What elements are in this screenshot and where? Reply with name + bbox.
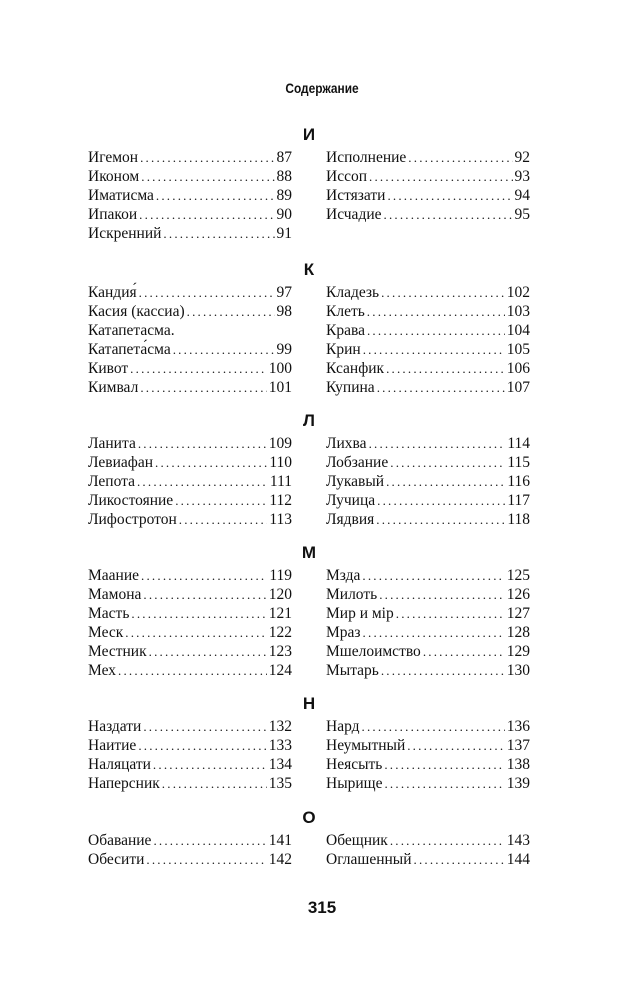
- toc-entry: [88, 378, 292, 397]
- dot-leader: [362, 717, 505, 736]
- entry-title: Левиафан: [88, 454, 153, 471]
- toc-column-left: [88, 434, 292, 529]
- entry-page: 114: [507, 435, 530, 452]
- entry-page: 124: [268, 662, 292, 679]
- toc-section: [88, 257, 530, 397]
- entry-title: Иматисма: [88, 187, 154, 204]
- entry-page: 94: [514, 187, 530, 204]
- entry-page: 143: [506, 832, 530, 849]
- entry-title: Касия (кассиа): [88, 303, 185, 320]
- toc-entry: [88, 302, 292, 321]
- entry-title: Исполнение: [326, 149, 407, 166]
- entry-title: Масть: [88, 605, 130, 622]
- entry-page: 91: [276, 225, 292, 242]
- dot-leader: [386, 359, 505, 378]
- entry-title: Мытарь: [326, 662, 379, 679]
- entry-page: 120: [268, 586, 292, 603]
- toc-entry: [326, 510, 530, 529]
- dot-leader: [187, 302, 275, 321]
- entry-title: Ликостояние: [88, 492, 174, 509]
- entry-page: 123: [268, 643, 292, 660]
- dot-leader: [153, 755, 267, 774]
- dot-leader: [367, 321, 505, 340]
- entry-title: Крин: [326, 341, 361, 358]
- dot-leader: [369, 167, 513, 186]
- dot-leader: [141, 566, 267, 585]
- dot-leader: [140, 148, 274, 167]
- toc-entry: [326, 604, 530, 623]
- entry-page: 135: [268, 775, 292, 792]
- dot-leader: [387, 186, 512, 205]
- entry-title: Купина: [326, 379, 375, 396]
- toc-entry: [88, 453, 292, 472]
- toc-entry: [326, 453, 530, 472]
- entry-page: 110: [269, 454, 292, 471]
- toc-column-left: [88, 566, 292, 680]
- entry-title: Обесити: [88, 851, 145, 868]
- toc-entry: [326, 434, 530, 453]
- dot-leader: [139, 205, 274, 224]
- entry-page: 142: [268, 851, 292, 868]
- dot-leader: [138, 736, 266, 755]
- toc-entry: [88, 510, 292, 529]
- entry-page: 128: [506, 624, 530, 641]
- entry-page: 87: [276, 149, 292, 166]
- entry-title: Обещник: [326, 832, 388, 849]
- entry-title: Нард: [326, 718, 360, 735]
- toc-entry: [88, 205, 292, 224]
- entry-title: Лучица: [326, 492, 376, 509]
- dot-leader: [367, 302, 505, 321]
- toc-column-left: [88, 831, 292, 869]
- entry-page: 95: [514, 206, 530, 223]
- entry-title: Ксанфик: [326, 360, 385, 377]
- section-letter: М: [301, 543, 317, 562]
- page-number: 315: [307, 898, 337, 917]
- entry-title: Лукавый: [326, 473, 385, 490]
- dot-leader: [363, 340, 505, 359]
- toc-column-right: [326, 148, 530, 243]
- toc-entry: [88, 736, 292, 755]
- toc-entry: [88, 585, 292, 604]
- entry-page: 136: [506, 718, 530, 735]
- entry-title: Кладезь: [326, 284, 380, 301]
- toc-entry: [326, 491, 530, 510]
- toc-entry: [326, 736, 530, 755]
- dot-leader: [143, 585, 266, 604]
- toc-section: [88, 122, 530, 243]
- dot-leader: [163, 224, 274, 243]
- section-letter: О: [302, 808, 316, 827]
- dot-leader: [390, 831, 505, 850]
- entry-page: 97: [276, 284, 292, 301]
- toc-entry: [326, 340, 530, 359]
- toc-column-right: [326, 283, 530, 397]
- toc-entry: [88, 774, 292, 793]
- entry-title: Клеть: [326, 303, 365, 320]
- section-letter: И: [302, 125, 316, 144]
- entry-page: 119: [269, 567, 292, 584]
- entry-page: 137: [506, 737, 530, 754]
- dot-leader: [156, 186, 275, 205]
- entry-title: Лифостротон: [88, 511, 177, 528]
- toc-entry: [326, 831, 530, 850]
- entry-page: 144: [506, 851, 530, 868]
- toc-entry: [88, 566, 292, 585]
- entry-title: Меск: [88, 624, 124, 641]
- dot-leader: [149, 642, 267, 661]
- section-letter: Л: [303, 411, 315, 430]
- toc-entry: [326, 378, 530, 397]
- toc-section: [88, 805, 530, 869]
- entry-page: 89: [276, 187, 292, 204]
- entry-page: 107: [506, 379, 530, 396]
- entry-title: Игемон: [88, 149, 139, 166]
- toc-column-right: [326, 717, 530, 793]
- entry-title: Крава: [326, 322, 365, 339]
- dot-leader: [408, 148, 512, 167]
- toc-column-right: [326, 434, 530, 529]
- toc-entry: [88, 148, 292, 167]
- entry-title: Лепота: [88, 473, 135, 490]
- toc-entry: [88, 831, 292, 850]
- dot-leader: [162, 774, 267, 793]
- entry-page: 101: [268, 379, 292, 396]
- dot-leader: [137, 472, 268, 491]
- dot-leader: [377, 378, 505, 397]
- entry-title: Ланита: [88, 435, 136, 452]
- dot-leader: [155, 453, 267, 472]
- dot-leader: [384, 205, 513, 224]
- entry-title: Лихва: [326, 435, 367, 452]
- dot-leader: [407, 736, 505, 755]
- entry-page: 100: [268, 360, 292, 377]
- toc-column-left: [88, 283, 292, 397]
- toc-column-right: [326, 566, 530, 680]
- toc-entry: [326, 302, 530, 321]
- dot-leader: [390, 453, 505, 472]
- entry-page: 116: [507, 473, 530, 490]
- entry-title: Обавание: [88, 832, 152, 849]
- toc-column-left: [88, 148, 292, 243]
- dot-leader: [384, 774, 504, 793]
- entry-title: Лобзание: [326, 454, 389, 471]
- entry-page: 121: [268, 605, 292, 622]
- dot-leader: [138, 434, 267, 453]
- toc-entry: [326, 321, 530, 340]
- entry-page: 127: [506, 605, 530, 622]
- entry-title: Исчадие: [326, 206, 382, 223]
- dot-leader: [175, 491, 267, 510]
- dot-leader: [125, 623, 266, 642]
- toc-entry: [88, 434, 292, 453]
- entry-page: 111: [269, 473, 292, 490]
- toc-column-right: [326, 831, 530, 869]
- entry-title: Наитие: [88, 737, 137, 754]
- entry-title: Оглашенный: [326, 851, 412, 868]
- entry-title: Мраз: [326, 624, 361, 641]
- entry-page: 103: [506, 303, 530, 320]
- entry-page: 105: [506, 341, 530, 358]
- entry-title: Маание: [88, 567, 140, 584]
- entry-page: 90: [276, 206, 292, 223]
- dot-leader: [381, 283, 505, 302]
- entry-page: 141: [268, 832, 292, 849]
- dot-leader: [386, 472, 505, 491]
- entry-page: 138: [506, 756, 530, 773]
- entry-title: Нырище: [326, 775, 383, 792]
- toc-entry: [88, 623, 292, 642]
- entry-title: Иконом: [88, 168, 140, 185]
- toc-entry: [326, 205, 530, 224]
- entry-page: 99: [276, 341, 292, 358]
- entry-page: 125: [506, 567, 530, 584]
- toc-entry: [88, 321, 292, 340]
- entry-title: Наздати: [88, 718, 142, 735]
- entry-page: 133: [268, 737, 292, 754]
- entry-title: Кивот: [88, 360, 129, 377]
- dot-leader: [131, 604, 266, 623]
- entry-title: Мир и мір: [326, 605, 394, 622]
- entry-title: Наляцати: [88, 756, 151, 773]
- toc-entry: [88, 186, 292, 205]
- dot-leader: [173, 340, 275, 359]
- toc-entry: [88, 224, 292, 243]
- toc-entry: [88, 604, 292, 623]
- toc-entry: [326, 623, 530, 642]
- dot-leader: [414, 850, 505, 869]
- dot-leader: [423, 642, 505, 661]
- dot-leader: [396, 604, 505, 623]
- entry-title: Мамона: [88, 586, 142, 603]
- toc-entry: [326, 472, 530, 491]
- entry-title: Наперсник: [88, 775, 160, 792]
- dot-leader: [369, 434, 506, 453]
- entry-page: 132: [268, 718, 292, 735]
- dot-leader: [143, 717, 266, 736]
- toc-entry: [88, 717, 292, 736]
- toc-entry: [326, 661, 530, 680]
- entry-page: 113: [269, 511, 292, 528]
- entry-page: 112: [269, 492, 292, 509]
- entry-page: 129: [506, 643, 530, 660]
- entry-page: 117: [507, 492, 530, 509]
- entry-title: Иссоп: [326, 168, 367, 185]
- entry-page: 102: [506, 284, 530, 301]
- dot-leader: [179, 510, 268, 529]
- toc-section: [88, 408, 530, 529]
- entry-title: Кимвал: [88, 379, 139, 396]
- entry-title: Местник: [88, 643, 147, 660]
- entry-page: 134: [268, 756, 292, 773]
- entry-title: Катапета́сма: [88, 341, 171, 358]
- dot-leader: [376, 510, 505, 529]
- entry-page: 122: [268, 624, 292, 641]
- toc-entry: [326, 167, 530, 186]
- dot-leader: [146, 850, 266, 869]
- section-letter: К: [303, 260, 315, 279]
- toc-entry: [326, 566, 530, 585]
- toc-entry: [88, 472, 292, 491]
- page-header: Содержание: [285, 80, 359, 96]
- entry-page: 106: [506, 360, 530, 377]
- entry-page: 126: [506, 586, 530, 603]
- entry-page: 118: [507, 511, 530, 528]
- entry-title: Катапетасма.: [88, 322, 175, 339]
- entry-page: 98: [276, 303, 292, 320]
- dot-leader: [140, 378, 266, 397]
- toc-column-left: [88, 717, 292, 793]
- dot-leader: [118, 661, 267, 680]
- toc-entry: [326, 774, 530, 793]
- toc-entry: [88, 283, 292, 302]
- dot-leader: [384, 755, 504, 774]
- toc-entry: [326, 642, 530, 661]
- dot-leader: [153, 831, 266, 850]
- entry-title: Кандия́: [88, 284, 137, 301]
- toc-entry: [88, 167, 292, 186]
- toc-entry: [326, 359, 530, 378]
- toc-entry: [88, 755, 292, 774]
- entry-title: Мшелоимство: [326, 643, 421, 660]
- dot-leader: [141, 167, 274, 186]
- entry-page: 139: [506, 775, 530, 792]
- entry-page: 104: [506, 322, 530, 339]
- dot-leader: [377, 491, 505, 510]
- toc-section: [88, 691, 530, 793]
- entry-title: Милоть: [326, 586, 378, 603]
- entry-page: 109: [268, 435, 292, 452]
- dot-leader: [363, 623, 505, 642]
- toc-entry: [326, 755, 530, 774]
- toc-entry: [88, 340, 292, 359]
- toc-entry: [88, 850, 292, 869]
- entry-title: Неясыть: [326, 756, 383, 773]
- entry-title: Истязати: [326, 187, 386, 204]
- toc-entry: [326, 186, 530, 205]
- toc-entry: [326, 850, 530, 869]
- entry-title: Лядвия: [326, 511, 375, 528]
- toc-section: [88, 540, 530, 680]
- toc-entry: [326, 585, 530, 604]
- entry-page: 130: [506, 662, 530, 679]
- dot-leader: [381, 661, 505, 680]
- toc-entry: [326, 283, 530, 302]
- dot-leader: [139, 283, 275, 302]
- toc-entry: [326, 148, 530, 167]
- entry-page: 93: [514, 168, 530, 185]
- entry-page: 115: [507, 454, 530, 471]
- entry-title: Искренний: [88, 225, 162, 242]
- section-letter: Н: [302, 694, 316, 713]
- toc-entry: [88, 661, 292, 680]
- entry-title: Мзда: [326, 567, 361, 584]
- entry-title: Неумытный: [326, 737, 406, 754]
- dot-leader: [362, 566, 504, 585]
- entry-title: Ипакои: [88, 206, 138, 223]
- dot-leader: [379, 585, 505, 604]
- toc-entry: [326, 717, 530, 736]
- toc-entry: [88, 491, 292, 510]
- entry-page: 92: [514, 149, 530, 166]
- toc-entry: [88, 359, 292, 378]
- entry-page: 88: [276, 168, 292, 185]
- entry-title: Мех: [88, 662, 117, 679]
- dot-leader: [130, 359, 267, 378]
- toc-entry: [88, 642, 292, 661]
